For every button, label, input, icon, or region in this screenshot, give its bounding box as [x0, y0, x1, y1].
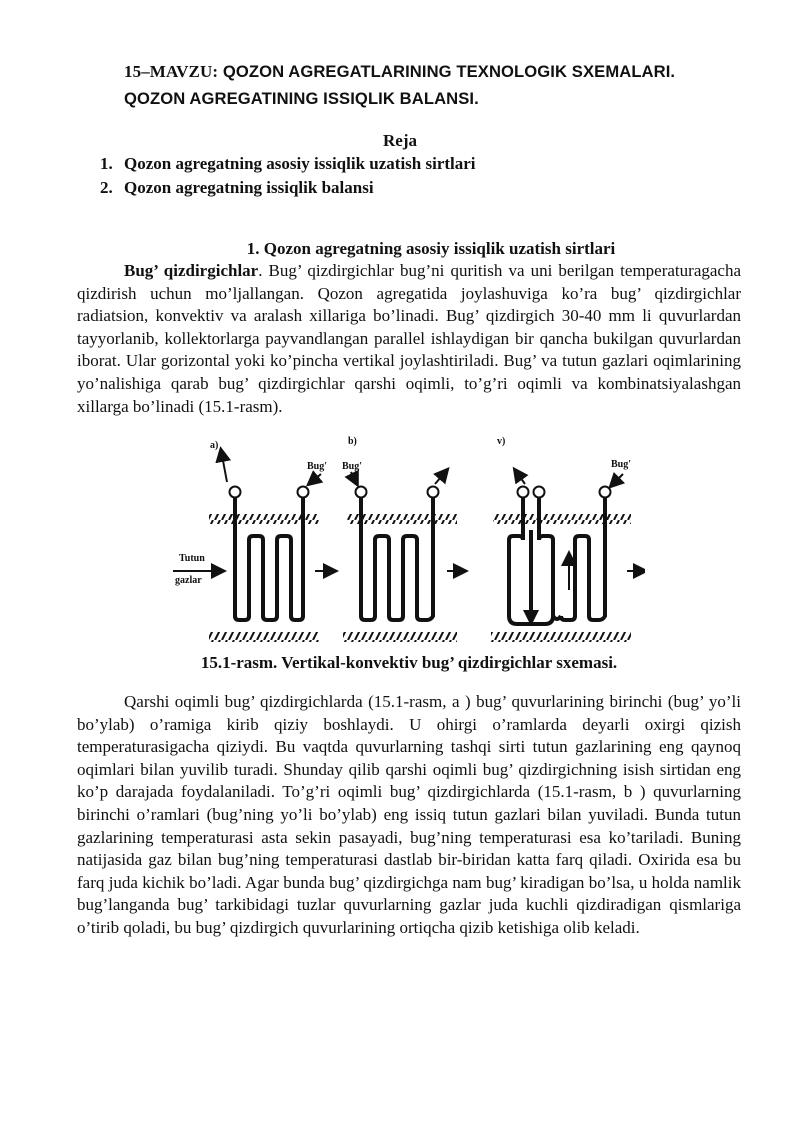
- paragraph-1-lead: Bug’ qizdirgichlar: [124, 261, 259, 280]
- steam-in-arrow-a: [309, 474, 321, 484]
- steam-in-arrow-b: [351, 472, 357, 484]
- topic-title: [124, 58, 764, 112]
- coil-v: [509, 487, 611, 625]
- panel-label-b: b): [348, 436, 357, 447]
- figure-15-1: [165, 430, 645, 652]
- flue-gas-label-2: gazlar: [175, 575, 202, 586]
- plan-item-number: 1.: [100, 154, 113, 173]
- panel-label-v: v): [497, 436, 506, 447]
- topic-title-line1: [124, 58, 764, 85]
- topic-number: 15–MAVZU:: [124, 62, 219, 81]
- plan-item-number: 2.: [100, 178, 113, 197]
- steam-label-v: Bug': [611, 459, 632, 470]
- panel-label-a: a): [210, 440, 219, 451]
- steam-in-arrow-v: [611, 474, 623, 486]
- topic-title-line2: QOZON AGREGATINING ISSIQLIK BALANSI.: [124, 89, 479, 108]
- plan-list: [100, 152, 740, 200]
- plan-item: [100, 176, 740, 200]
- steam-out-arrow-b: [435, 470, 447, 484]
- top-wall-b: [347, 514, 457, 524]
- plan-item-text: Qozon agregatning asosiy issiqlik uzatish sirtlari: [124, 154, 476, 173]
- coil-a: [230, 487, 309, 621]
- top-wall-v: [493, 514, 631, 524]
- steam-label-b: Bug': [342, 461, 363, 472]
- plan-item-text: Qozon agregatning issiqlik balansi: [124, 178, 374, 197]
- steam-label-a: Bug': [307, 461, 328, 472]
- bottom-wall-b: [343, 632, 457, 642]
- paragraph-1: [77, 260, 741, 418]
- paragraph-2: Qarshi oqimli bug’ qizdirgichlarda (15.1-rasm, a ) bug’ quvurlarining birinchi (bug’ yo’li bo’ylab) o’ramiga kirib qiziy boshlaydi. U ohirgi o’ramlarda deyarli oxirgi qizish temperaturasigacha qiziydi. Bu vaqtda quvurlarning tashqi sirti tutun gazlarining eng qaynoq oqimlari bilan yuvilib turadi. Shunday qilib qarshi oqimli bug’ qizdirgichning isish sirtidan eng ko’p darajada foydalaniladi. To’g’ri oqimli bug’ qizdirgichlarda (15.1-rasm, b ) quvurlarning birinchi o’ramlari (bug’ning yo’li bo’ylab) eng issiq tutun gazlari bilan yuviladi. Bunda tutun gazlarining temperaturasi asta sekin pasayadi, bug’ning temperaturasi esa ko’tariladi. Buning natijasida gaz bilan bug’ning temperaturasi dastlab bir-biridan katta farq qiladi. Oxirida esa bu farq juda kichik bo’ladi. Agar bunda bug’ qizdirgichga nam bug’ kiradigan bo’lsa, u holda namlik bug’langanda bug’ tarkibidagi tuzlar quvurlarning gazlar juda kuchli qizdiradigan qismlariga o’tirib qoladi, bu bug’ qizdirgich quvurlarining ortiqcha qizib ketishiga olib keladi.: [77, 692, 741, 937]
- paragraph-1-text: . Bug’ qizdirgichlar bug’ni quritish va uni berilgan temperaturagacha qizdirish uchun mo’ljallangan. Qozon agregatida joylashuviga ko’ra bug’ qizdirgichlar radiatsion, konvektiv va aralash xillariga bo’linadi. Bug’ qizdirgich 30-40 mm li quvurlardan tayyorlanib, kollektorlarga payvandlangan parallel ishlaydigan bir qancha bukilgan quvurlardan iborat. Ular gorizontal yoki ko’pincha vertikal joylashtiriladi. Bug’ va tutun gazlari oqimlarining yo’nalishiga qarab bug’ qizdirgichlar qarshi oqimli, to’g’ri oqimli va kombinatsiyalashgan xillarga bo’linadi (15.1-rasm).: [77, 261, 741, 416]
- plan-heading: Reja: [383, 131, 417, 150]
- coil-b: [356, 487, 439, 621]
- flue-gas-label-1: Tutun: [179, 553, 205, 564]
- steam-out-arrow-v: [515, 470, 525, 484]
- bottom-wall-v: [491, 632, 631, 642]
- superheater-diagram: [165, 430, 645, 652]
- figure-caption: 15.1-rasm. Vertikal-konvektiv bug’ qizdirgichlar sxemasi.: [200, 653, 618, 672]
- plan-item: [100, 152, 740, 176]
- steam-out-arrow-a: [221, 450, 227, 482]
- section-heading: 1. Qozon agregatning asosiy issiqlik uzatish sirtlari: [246, 239, 616, 258]
- topic-title-text1: QOZON AGREGATLARINING TEXNOLOGIK SXEMALARI.: [222, 62, 676, 81]
- bottom-wall-a: [209, 632, 319, 642]
